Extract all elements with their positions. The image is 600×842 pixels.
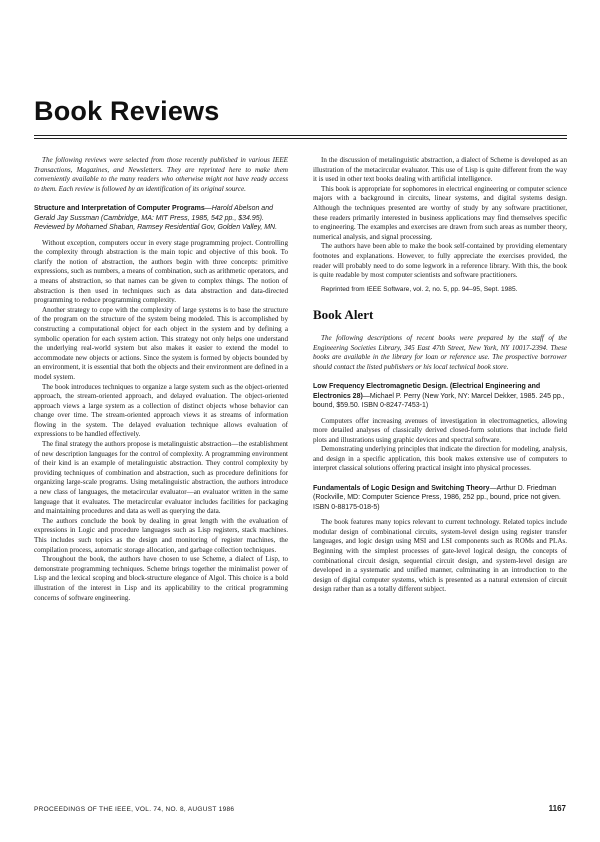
book-alert-title: Book Alert bbox=[313, 307, 374, 323]
footer-page-number: 1167 bbox=[548, 804, 566, 813]
alert-item-paragraph: The book features many topics relevant to current technology. Related topics include modular design of combinational circuits, system-level design using register transfer languages, and logic design using MSI and LSI components such as ROMs and PLAs. Beginning with the simplest processes of gate-level logical design, the concepts of combinational circuit design, sequential circuit design, and system-level design are developed in a systematic and unified manner, culminating in an introduction to the design of digital computer systems, which is presented as a natural extension of circuit design rather than as a totally different subject. bbox=[313, 518, 567, 594]
title-rule-thin bbox=[34, 138, 567, 139]
alert-item-title: Low Frequency Electromagnetic Design. (Electrical Engineering and Electronics 28) bbox=[313, 383, 541, 400]
alert-item-citation: —Arthur D. Friedman (Rockville, MD: Computer Science Press, 1986, 252 pp., bound, price not given. ISBN 0-88175-018-5) bbox=[313, 485, 561, 511]
alert-item-heading bbox=[313, 382, 567, 410]
review1-title: Structure and Interpretation of Computer Programs bbox=[34, 205, 205, 213]
alert-item-heading bbox=[313, 484, 567, 512]
review1-continued-paragraph: This book is appropriate for sophomores in electrical engineering or computer science majors with a background in circuits, linear systems, and digital systems design. Although the techniques presented are worthy of study by any software practitioner, these readers primarily interested in business applications may find themselves specific to engineering. The examples and exercises are drawn from such areas as number theory, numerical analysis, and signal processing. bbox=[313, 184, 567, 241]
title-rule-thick bbox=[34, 135, 567, 136]
alert-item-title: Fundamentals of Logic Design and Switching Theory bbox=[313, 485, 490, 493]
review1-paragraph: Without exception, computers occur in every stage programming project. Controlling the complexity through abstraction is the main topic and objective of this book. To clarify the notion of abstraction, the authors begin with three concepts: primitive expressions, such as numbers, a means of combination, such as arithmetic operators, and a means of abstraction, so that names can be given to complex things. The notion of abstraction is then used in techniques such as data abstraction and data-directed programming to reduce programming complexity. bbox=[34, 238, 288, 305]
intro-note: The following reviews were selected from those recently published in various IEEE Transactions, Magazines, and Newsletters. They are reprinted here to make them conveniently available to the many readers who otherwise might not have ready access to them. Each review is followed by an identification of its original source. bbox=[34, 156, 288, 193]
review1-paragraph: The book introduces techniques to organize a large system such as the object-oriented approach, the stream-oriented approach, and delayed evaluation. The object-oriented approach views a large system as a collection of distinct objects whose behavior can change over time. The stream-oriented approach views it as streams of information flowing in the system. The delayed evaluation technique allows evaluation of expressions to be handled effectively. bbox=[34, 382, 288, 439]
alert-item-paragraph: Computers offer increasing avenues of investigation in electromagnetics, allowing more detailed analyses of classically derived closed-form solutions that include field plots and illustrations using graphic devices and spectral software. bbox=[313, 416, 567, 444]
alert-item-paragraph: Demonstrating underlying principles that indicate the direction for modeling, analysis, and design in a specific application, this book makes extensive use of computers to interpret classical solutions offering practical insight into physical processes. bbox=[313, 445, 567, 473]
review1-paragraph: Another strategy to cope with the complexity of large systems is to base the structure of the program on the structure of the system being modeled. This is accomplished by constructing a computational object for each object in the system and by defining a symbolic operation for each system action. This strategy not only helps one understand the underlying real-world system but also makes it easier to extend the model to accommodate new objects or actions. Since the system is formed by objects bounded by an environment, it is essential that both the objects and their environment are defined in a model system. bbox=[34, 305, 288, 381]
review1-source: Reprinted from IEEE Software, vol. 2, no. 5, pp. 94–95, Sept. 1985. bbox=[321, 285, 518, 293]
review1-paragraph: The final strategy the authors propose is metalinguistic abstraction—the establishment of new description languages for the control of complexity. A programming environment of their kind is an example of metalinguistic abstraction. They control complexity by providing techniques of combination and abstraction, such as procedure definitions for organizing large-scale programs. Using metalinguistic abstraction, the authors introduce a new class of languages, the metacircular evaluator—an evaluator written in the same language that it evaluates. The metacircular evaluator includes facilities for packaging and maintaining procedures and data as well as querying the data. bbox=[34, 440, 288, 516]
page-title: Book Reviews bbox=[34, 96, 220, 126]
review1-paragraph: Throughout the book, the authors have chosen to use Scheme, a dialect of Lisp, to demonstrate programming techniques. Scheme brings together the minimalist power of Lisp and the lexical scoping and block-structure elegance of Algol. This choice is a bold illustration of the interest in Lisp and its applicability to the critical programming concerns of software engineering. bbox=[34, 555, 288, 602]
right-column bbox=[313, 156, 567, 595]
alert-item-citation: —Michael P. Perry (New York, NY: Marcel Dekker, 1985. 245 pp., bound, $59.50. ISBN 0-8247-7453-1) bbox=[313, 392, 565, 410]
review1-citation: —Harold Abelson and Gerald Jay Sussman (Cambridge, MA: MIT Press, 1985, 542 pp., $34.95). Reviewed by Mohamed Shaban, Ramsey Residential Gov, Golden Valley, MN. bbox=[34, 205, 278, 232]
review1-paragraph: The authors conclude the book by dealing in great length with the evaluation of expressions in Logic and procedure languages such as Lisp registers, stack machines. This includes such topics as the design and monitoring of register machines, the compilation process, automatic storage allocation, and garbage collection techniques. bbox=[34, 516, 288, 554]
review1-continued-paragraph: The authors have been able to make the book self-contained by providing elementary footnotes and explanations. However, to fully appreciate the exercises provided, the reader will probably need to do some legwork in a reference library. With this, the book is quite readable by most computer scientists and software practitioners. bbox=[313, 242, 567, 280]
review1-heading bbox=[34, 204, 288, 232]
left-column bbox=[34, 156, 288, 603]
review1-continued-paragraph: In the discussion of metalinguistic abstraction, a dialect of Scheme is developed as an illustration of the metacircular evaluator. This use of Lisp is quite different from the way it is used in other text books dealing with artificial intelligence. bbox=[313, 156, 567, 184]
footer-journal: PROCEEDINGS OF THE IEEE, VOL. 74, NO. 8, AUGUST 1986 bbox=[34, 806, 235, 813]
book-alert-intro: The following descriptions of recent books were prepared by the staff of the Engineering Societies Library, 345 East 47th Street, New York, NY 10017-2394. These books are available in the library for loan or reference use. The prospective borrower should contact the listed publishers or his local technical book store. bbox=[313, 333, 567, 371]
